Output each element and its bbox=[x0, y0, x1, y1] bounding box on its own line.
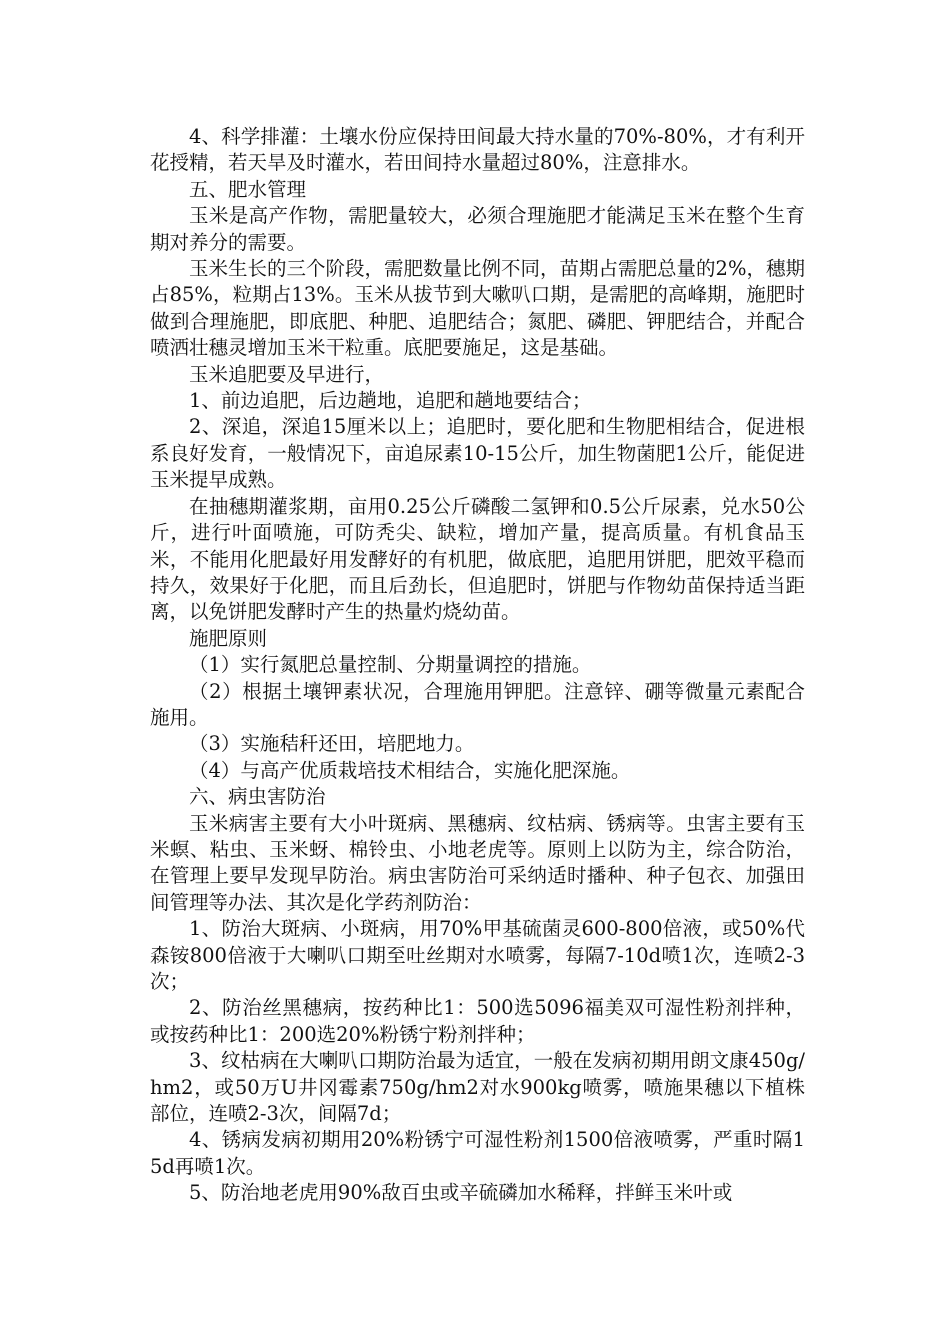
paragraph-growth-stages: 玉米生长的三个阶段，需肥数量比例不同，苗期占需肥总量的2%，穗期占85%，粒期占13%。玉米从拔节到大嗽叭口期，是需肥的高峰期，施肥时做到合理施肥，即底肥、种肥、追肥结合；氮肥、磷肥、钾肥结合，并配合喷洒壮穗灵增加玉米干粒重。底肥要施足，这是基础。 bbox=[150, 257, 805, 360]
section-heading-fertilizer-water: 五、肥水管理 bbox=[189, 177, 307, 201]
list-item-control-3: 3、纹枯病在大喇叭口期防治最为适宜，一般在发病初期用朗文康450g/hm2，或50万U井冈霉素750g/hm2对水900kg喷雾，喷施果穗以下植株部位，连喷2-3次，间隔7d； bbox=[150, 1049, 805, 1126]
section-heading-pest-control: 六、病虫害防治 bbox=[189, 785, 326, 809]
list-item-principle-3: （3）实施秸秆还田，培肥地力。 bbox=[189, 732, 475, 756]
list-item-principle-4: （4）与高产优质栽培技术相结合，实施化肥深施。 bbox=[189, 758, 631, 782]
paragraph-foliar-spray: 在抽穗期灌浆期，亩用0.25公斤磷酸二氢钾和0.5公斤尿素，兑水50公斤，进行叶面喷施，可防秃尖、缺粒，增加产量，提高质量。有机食品玉米，不能用化肥最好用发酵好的有机肥，做底肥，追肥用饼肥，肥效平稳而持久，效果好于化肥，而且后劲长，但追肥时，饼肥与作物幼苗保持适当距离，以免饼肥发酵时产生的热量灼烧幼苗。 bbox=[150, 494, 805, 624]
paragraph-irrigation: 4、科学排灌：土壤水份应保持田间最大持水量的70%-80%，才有利开花授精，若天旱及时灌水，若田间持水量超过80%，注意排水。 bbox=[150, 125, 805, 175]
list-item-control-1: 1、防治大斑病、小斑病，用70%甲基硫菌灵600-800倍液，或50%代森铵800倍液于大喇叭口期至吐丝期对水喷雾，每隔7-10d喷1次，连喷2-3次； bbox=[150, 917, 805, 993]
list-item-principle-2: （2）根据土壤钾素状况，合理施用钾肥。注意锌、硼等微量元素配合施用。 bbox=[150, 679, 805, 729]
paragraph-topdressing-early: 玉米追肥要及早进行， bbox=[189, 362, 385, 386]
list-item-topdressing-2: 2、深追，深追15厘米以上；追肥时，要化肥和生物肥相结合，促进根系良好发育，一般情况下，亩追尿素10-15公斤，加生物菌肥1公斤，能促进玉米提早成熟。 bbox=[150, 415, 805, 492]
subheading-fertilization-principles: 施肥原则 bbox=[189, 626, 268, 650]
paragraph-high-yield-crop: 玉米是高产作物，需肥量较大，必须合理施肥才能满足玉米在整个生育期对养分的需要。 bbox=[150, 204, 805, 254]
list-item-principle-1: （1）实行氮肥总量控制、分期量调控的措施。 bbox=[189, 653, 592, 677]
list-item-topdressing-1: 1、前边追肥，后边趟地，追肥和趟地要结合； bbox=[189, 389, 592, 413]
list-item-control-4: 4、锈病发病初期用20%粉锈宁可湿性粉剂1500倍液喷雾，严重时隔15d再喷1次。 bbox=[150, 1128, 805, 1178]
list-item-control-2: 2、防治丝黑穗病，按药种比1：500选5096福美双可湿性粉剂拌种，或按药种比1：200选20%粉锈宁粉剂拌种； bbox=[150, 996, 805, 1046]
paragraph-diseases-pests: 玉米病害主要有大小叶斑病、黑穗病、纹枯病、锈病等。虫害主要有玉米螟、粘虫、玉米蚜、棉铃虫、小地老虎等。原则上以防为主，综合防治，在管理上要早发现早防治。病虫害防治可采纳适时播种、种子包衣、加强田间管理等办法、其次是化学药剂防治： bbox=[150, 811, 805, 914]
list-item-control-5: 5、防治地老虎用90%敌百虫或辛硫磷加水稀释，拌鲜玉米叶或 bbox=[189, 1181, 733, 1205]
document-page bbox=[150, 124, 805, 1207]
